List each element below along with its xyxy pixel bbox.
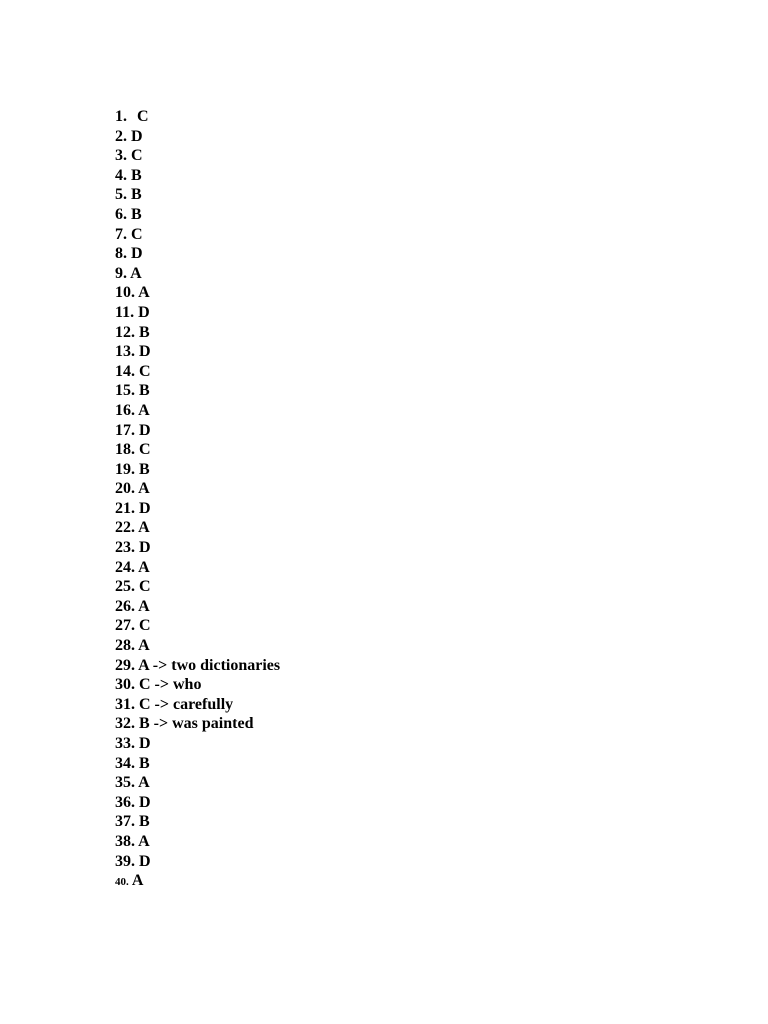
question-number: 18. xyxy=(115,441,135,459)
answer-text: A xyxy=(138,401,150,419)
question-number: 6. xyxy=(115,205,127,223)
question-number: 26. xyxy=(115,597,135,615)
answer-text: B xyxy=(139,813,150,831)
question-number: 35. xyxy=(115,774,135,792)
answer-text: A xyxy=(138,637,150,655)
answer-row xyxy=(115,244,280,264)
question-number: 25. xyxy=(115,578,135,596)
question-number: 34. xyxy=(115,754,135,772)
question-number: 31. xyxy=(115,695,135,713)
answer-text: A xyxy=(138,480,150,498)
answer-text: A xyxy=(131,872,144,890)
question-number: 36. xyxy=(115,793,135,811)
answer-row xyxy=(115,518,280,538)
answer-key-list xyxy=(115,107,280,891)
question-number: 17. xyxy=(115,421,135,439)
answer-text: A xyxy=(138,284,150,302)
answer-text: A xyxy=(130,264,142,282)
question-number: 33. xyxy=(115,735,135,752)
question-number: 14. xyxy=(115,362,135,380)
answer-text: A xyxy=(138,519,150,537)
answer-text: B xyxy=(131,186,142,204)
answer-row xyxy=(115,597,280,617)
answer-row xyxy=(115,479,280,499)
answer-row xyxy=(115,675,280,695)
answer-row xyxy=(115,166,280,186)
question-number: 23. xyxy=(115,539,135,557)
question-number: 22. xyxy=(115,519,135,537)
answer-row xyxy=(115,205,280,225)
answer-text: A xyxy=(138,558,150,576)
answer-text: D xyxy=(131,245,143,263)
answer-row xyxy=(115,793,280,813)
question-number: 32. xyxy=(115,715,135,733)
answer-row xyxy=(115,460,280,480)
answer-row xyxy=(115,381,280,401)
question-number: 16. xyxy=(115,401,135,419)
question-number: 3. xyxy=(115,147,127,165)
question-number: 2. xyxy=(115,127,127,145)
answer-row xyxy=(115,773,280,793)
answer-row xyxy=(115,225,280,245)
answer-text: A -> two dictionaries xyxy=(138,656,281,674)
answer-row xyxy=(115,440,280,460)
answer-row xyxy=(115,303,280,323)
answer-row xyxy=(115,616,280,636)
answer-text: C xyxy=(139,617,151,635)
answer-text: C xyxy=(139,578,151,596)
question-number: 9. xyxy=(115,264,127,282)
question-number: 28. xyxy=(115,637,135,655)
answer-text: B xyxy=(139,382,150,400)
answer-row xyxy=(115,656,280,676)
answer-row xyxy=(115,734,280,754)
question-number: 5. xyxy=(115,186,127,204)
answer-row xyxy=(115,127,280,147)
answer-text: C xyxy=(139,362,151,380)
question-number: 1. xyxy=(115,108,127,125)
answer-row xyxy=(115,754,280,774)
question-number: 11. xyxy=(115,303,135,321)
answer-text: D xyxy=(138,303,150,321)
answer-text: C -> who xyxy=(139,676,202,694)
answer-row xyxy=(115,401,280,421)
answer-text: B xyxy=(131,166,142,184)
answer-row xyxy=(115,871,280,891)
question-number: 27. xyxy=(115,617,135,635)
answer-row xyxy=(115,499,280,519)
answer-row xyxy=(115,695,280,715)
question-number: 24. xyxy=(115,558,135,576)
answer-row xyxy=(115,264,280,284)
answer-text: D xyxy=(139,735,151,752)
answer-text: A xyxy=(138,774,150,792)
answer-row xyxy=(115,714,280,734)
answer-row xyxy=(115,577,280,597)
answer-row xyxy=(115,107,280,127)
answer-row xyxy=(115,558,280,578)
question-number: 19. xyxy=(115,460,135,478)
answer-text: B -> was painted xyxy=(139,715,254,733)
answer-row xyxy=(115,342,280,362)
answer-text: A xyxy=(138,597,150,615)
question-number: 15. xyxy=(115,382,135,400)
answer-row xyxy=(115,421,280,441)
answer-row xyxy=(115,852,280,872)
answer-text: B xyxy=(139,323,150,341)
question-number: 39. xyxy=(115,852,135,870)
answer-row xyxy=(115,323,280,343)
answer-row xyxy=(115,832,280,852)
answer-text: D xyxy=(131,127,143,145)
question-number: 37. xyxy=(115,813,135,831)
answer-row xyxy=(115,812,280,832)
answer-text: B xyxy=(131,205,142,223)
question-number: 40. xyxy=(115,876,129,889)
answer-text: C xyxy=(137,108,149,125)
question-number: 10. xyxy=(115,284,135,302)
answer-row xyxy=(115,283,280,303)
answer-text: B xyxy=(139,460,150,478)
question-number: 21. xyxy=(115,499,135,517)
answer-text: A xyxy=(138,832,150,850)
answer-text: C xyxy=(139,441,151,459)
answer-text: D xyxy=(139,793,151,811)
question-number: 12. xyxy=(115,323,135,341)
answer-text: C xyxy=(131,225,143,243)
answer-row xyxy=(115,636,280,656)
question-number: 30. xyxy=(115,676,135,694)
answer-text: D xyxy=(139,499,151,517)
question-number: 13. xyxy=(115,343,135,361)
question-number: 29. xyxy=(115,656,135,674)
answer-row xyxy=(115,146,280,166)
answer-text: D xyxy=(139,852,151,870)
answer-text: D xyxy=(139,421,151,439)
answer-text: C xyxy=(131,147,143,165)
answer-text: B xyxy=(139,754,150,772)
question-number: 4. xyxy=(115,166,127,184)
answer-text: D xyxy=(139,539,151,557)
answer-row xyxy=(115,185,280,205)
question-number: 8. xyxy=(115,245,127,263)
question-number: 38. xyxy=(115,832,135,850)
answer-text: D xyxy=(139,343,151,361)
question-number: 7. xyxy=(115,225,127,243)
question-number: 20. xyxy=(115,480,135,498)
answer-row xyxy=(115,362,280,382)
answer-text: C -> carefully xyxy=(139,695,234,713)
answer-row xyxy=(115,538,280,558)
